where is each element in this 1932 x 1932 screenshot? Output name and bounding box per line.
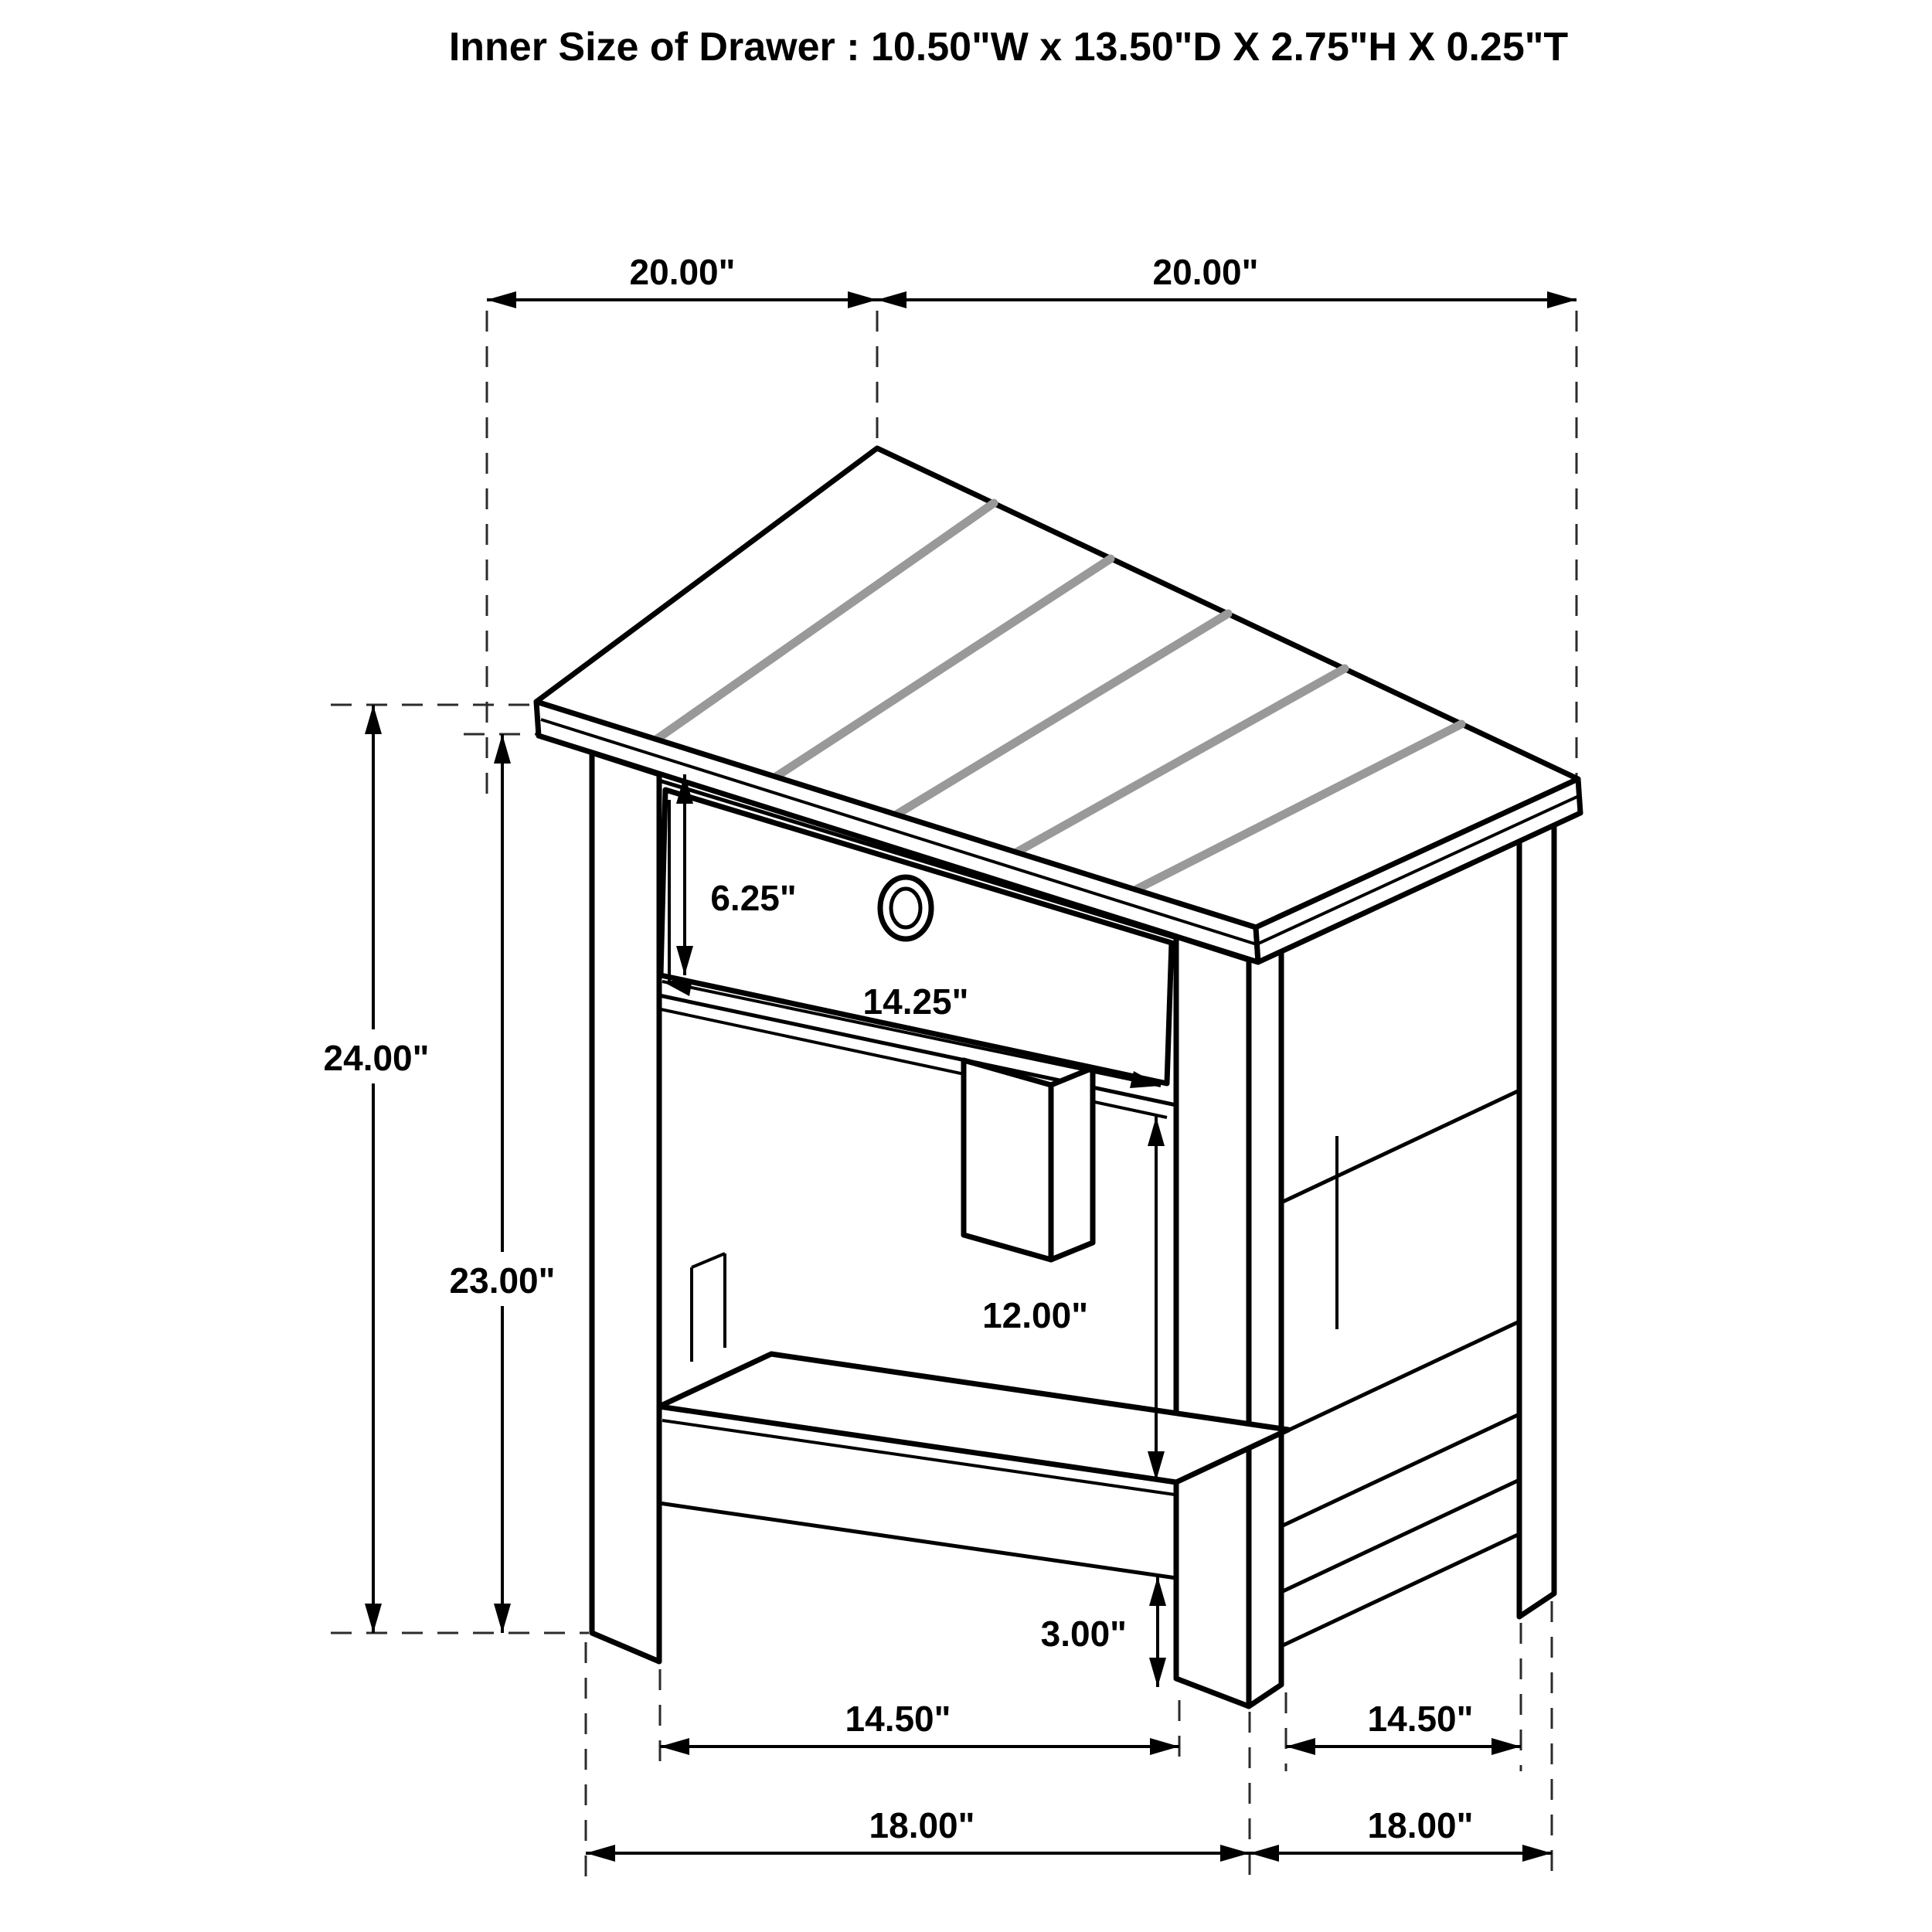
side-apron-bottom-edge [1281, 1090, 1519, 1202]
end-table-drawing [536, 448, 1580, 1706]
arrowhead-right [1522, 1845, 1552, 1862]
dimension-label: 12.00" [982, 1295, 1088, 1335]
dimension-label: 14.50" [1367, 1699, 1474, 1739]
support-block-front-face [964, 1060, 1051, 1260]
center-support-block [964, 1060, 1093, 1260]
arrowhead-bottom [494, 1604, 511, 1633]
dimension-top-width-left [487, 252, 877, 308]
shelf-side-top-edge [1281, 1321, 1519, 1434]
dimension-label: 24.00" [323, 1038, 430, 1078]
dimension-label: 14.50" [845, 1699, 951, 1739]
dimension-label: 23.00" [449, 1260, 556, 1301]
arrowhead-top [1149, 1577, 1166, 1606]
arrowhead-left [662, 979, 692, 996]
arrowhead-left [877, 291, 906, 308]
dimension-side-leg-spacing [1286, 1699, 1521, 1755]
arrowhead-left [1286, 1738, 1315, 1755]
dimension-label: 20.00" [629, 252, 736, 292]
dimension-front-base-width [586, 1805, 1250, 1862]
shelf-front-rail-bottom-edge [659, 1503, 1176, 1578]
arrowhead-right [1547, 291, 1577, 308]
arrowhead-right [1150, 1738, 1179, 1755]
front-left-leg [592, 753, 659, 1662]
dimension-front-leg-spacing [660, 1699, 1179, 1755]
arrowhead-left [487, 291, 516, 308]
arrowhead-top [1148, 1117, 1165, 1146]
arrowhead-top [365, 705, 382, 734]
back-right-leg [1519, 821, 1554, 1617]
dimension-label: 18.00" [1367, 1805, 1474, 1845]
side-stretcher-top-edge [1281, 1480, 1519, 1592]
dimension-overall-height [305, 705, 447, 1633]
arrowhead-top [494, 734, 511, 764]
arrowhead-right [848, 291, 877, 308]
front-right-leg-front-face [1176, 937, 1249, 1706]
front-right-leg-side-face [1249, 947, 1281, 1706]
arrowhead-left [1250, 1845, 1279, 1862]
dimension-label: 18.00" [869, 1805, 975, 1845]
arrowhead-right [1220, 1845, 1250, 1862]
arrowhead-left [660, 1738, 689, 1755]
shelf-side-rail-bottom-edge [1281, 1414, 1519, 1526]
side-stretcher-bottom-edge [1281, 1534, 1519, 1646]
arrowhead-left [586, 1845, 615, 1862]
dimension-side-base-depth [1250, 1805, 1552, 1862]
interior-leg-top-edge [692, 1253, 725, 1267]
arrowhead-bottom [1149, 1658, 1166, 1687]
dimension-height-under-top [431, 734, 573, 1633]
dimension-foot-clearance [1041, 1577, 1166, 1687]
drawing-title: Inner Size of Drawer : 10.50"W x 13.50"D X 2.75"H X 0.25"T [448, 25, 1569, 70]
dimension-label: 6.25" [710, 878, 797, 918]
dimension-label: 14.25" [862, 981, 969, 1022]
dimension-label: 3.00" [1040, 1614, 1127, 1654]
arrowhead-right [1492, 1738, 1521, 1755]
side-apron [1281, 1090, 1519, 1329]
interior-back-left-leg [692, 1253, 725, 1362]
support-block-side-face [1051, 1068, 1093, 1260]
dimension-label: 20.00" [1152, 252, 1259, 292]
side-stretcher [1281, 1480, 1519, 1646]
arrowhead-bottom [365, 1604, 382, 1633]
dimension-top-width-right [877, 252, 1577, 308]
